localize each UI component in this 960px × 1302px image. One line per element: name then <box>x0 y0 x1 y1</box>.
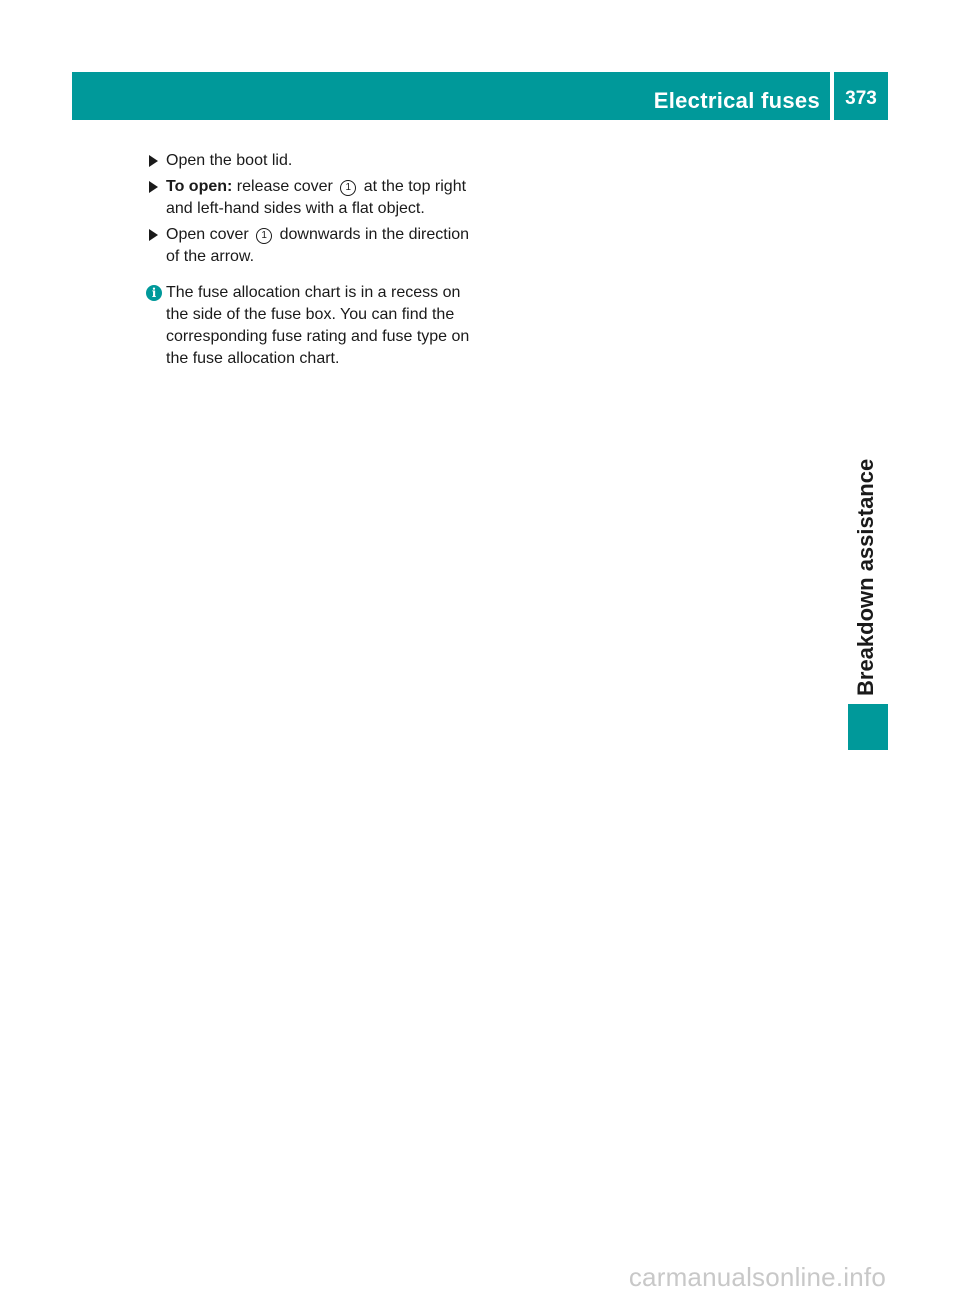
side-tab <box>848 440 888 696</box>
step-label: To open: <box>166 178 233 195</box>
step-text: Open cover <box>166 226 254 243</box>
step-open-boot-lid <box>146 150 486 172</box>
step-text: at the top right and left-hand sides with a flat object. <box>166 178 467 217</box>
step-open-cover <box>146 224 486 268</box>
content-column <box>146 150 486 370</box>
side-tab-marker <box>848 704 888 750</box>
step-text: downwards in the direction of the arrow. <box>166 226 470 265</box>
watermark: carmanualsonline.info <box>628 1262 886 1292</box>
step-arrow-icon <box>149 181 158 193</box>
step-arrow-icon <box>149 155 158 167</box>
step-arrow-icon <box>149 229 158 241</box>
info-note <box>146 282 486 370</box>
callout-number-icon: 1 <box>340 180 356 196</box>
info-icon: i <box>146 285 162 301</box>
note-text: The fuse allocation chart is in a recess on the side of the fuse box. You can find the corresponding fuse rating and fuse type on the fuse allocation chart. <box>166 284 470 367</box>
page-number: 373 <box>834 72 888 120</box>
step-text: release cover <box>232 178 338 195</box>
step-text: Open the boot lid. <box>166 152 293 169</box>
side-tab-label: Breakdown assistance <box>853 458 878 696</box>
step-release-cover <box>146 176 486 220</box>
callout-number-icon: 1 <box>256 228 272 244</box>
section-title: Electrical fuses <box>653 88 820 113</box>
